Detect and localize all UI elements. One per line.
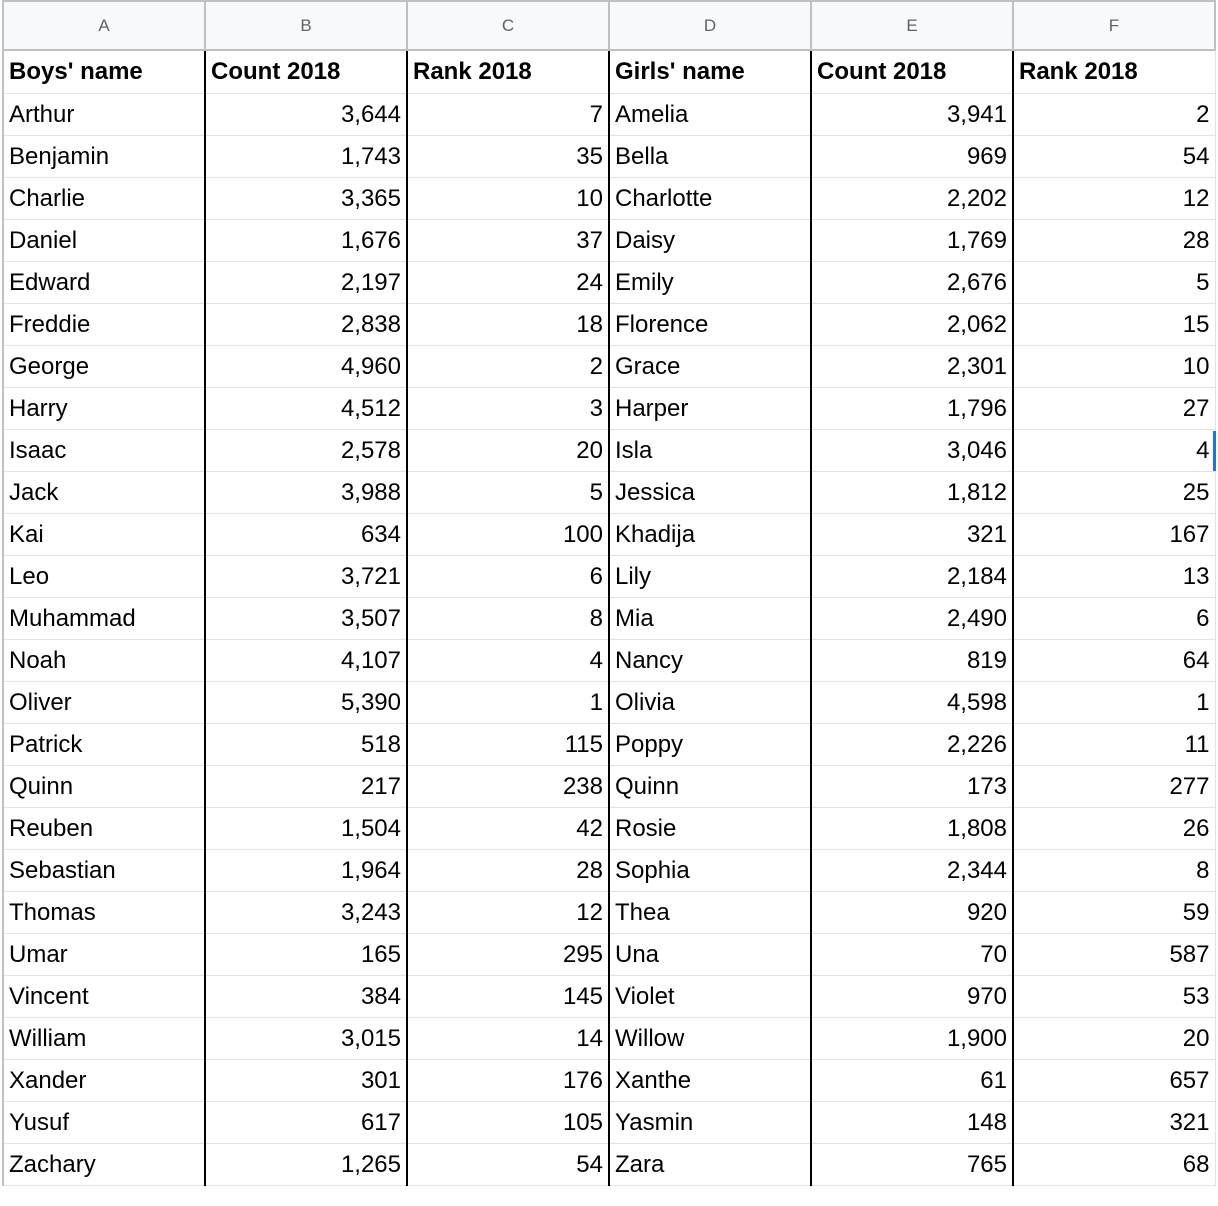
cell-a7[interactable]: Freddie (3, 304, 205, 346)
cell-b6[interactable]: 2,197 (205, 262, 407, 304)
cell-d2[interactable]: Amelia (609, 94, 811, 136)
table-row (3, 136, 1215, 178)
cell-a12[interactable]: Kai (3, 514, 205, 556)
cell-d27[interactable]: Zara (609, 1144, 811, 1186)
cell-e2[interactable]: 3,941 (811, 94, 1013, 136)
column-header-e[interactable]: E (811, 1, 1013, 50)
cell-e27[interactable]: 765 (811, 1144, 1013, 1186)
column-header-row (3, 1, 1215, 50)
cell-f20[interactable]: 8 (1013, 850, 1215, 892)
cell-c19[interactable]: 42 (407, 808, 609, 850)
cell-d21[interactable]: Thea (609, 892, 811, 934)
cell-e17[interactable]: 2,226 (811, 724, 1013, 766)
table-row (3, 808, 1215, 850)
cell-f27[interactable]: 68 (1013, 1144, 1215, 1186)
cell-b10[interactable]: 2,578 (205, 430, 407, 472)
cell-c4[interactable]: 10 (407, 178, 609, 220)
cell-b25[interactable]: 301 (205, 1060, 407, 1102)
cell-d8[interactable]: Grace (609, 346, 811, 388)
cell-c5[interactable]: 37 (407, 220, 609, 262)
cell-d6[interactable]: Emily (609, 262, 811, 304)
cell-d18[interactable]: Quinn (609, 766, 811, 808)
cell-f3[interactable]: 54 (1013, 136, 1215, 178)
cell-a2[interactable]: Arthur (3, 94, 205, 136)
cell-c25[interactable]: 176 (407, 1060, 609, 1102)
cell-e18[interactable]: 173 (811, 766, 1013, 808)
cell-e20[interactable]: 2,344 (811, 850, 1013, 892)
cell-b23[interactable]: 384 (205, 976, 407, 1018)
cell-a24[interactable]: William (3, 1018, 205, 1060)
cell-e12[interactable]: 321 (811, 514, 1013, 556)
table-row (3, 892, 1215, 934)
cell-d3[interactable]: Bella (609, 136, 811, 178)
cell-f5[interactable]: 28 (1013, 220, 1215, 262)
cell-e26[interactable]: 148 (811, 1102, 1013, 1144)
table-row (3, 472, 1215, 514)
table-row (3, 724, 1215, 766)
table-row (3, 556, 1215, 598)
cell-e7[interactable]: 2,062 (811, 304, 1013, 346)
table-row (3, 1018, 1215, 1060)
cell-f8[interactable]: 10 (1013, 346, 1215, 388)
cell-a27[interactable]: Zachary (3, 1144, 205, 1186)
cell-b21[interactable]: 3,243 (205, 892, 407, 934)
cell-f13[interactable]: 13 (1013, 556, 1215, 598)
cell-a13[interactable]: Leo (3, 556, 205, 598)
cell-c23[interactable]: 145 (407, 976, 609, 1018)
cell-a10[interactable]: Isaac (3, 430, 205, 472)
cell-f10[interactable]: 4 (1013, 430, 1215, 472)
cell-f17[interactable]: 11 (1013, 724, 1215, 766)
grid-body (3, 50, 1215, 1186)
cell-a8[interactable]: George (3, 346, 205, 388)
cell-b3[interactable]: 1,743 (205, 136, 407, 178)
cell-f6[interactable]: 5 (1013, 262, 1215, 304)
cell-c13[interactable]: 6 (407, 556, 609, 598)
cell-f11[interactable]: 25 (1013, 472, 1215, 514)
cell-f19[interactable]: 26 (1013, 808, 1215, 850)
cell-e24[interactable]: 1,900 (811, 1018, 1013, 1060)
cell-a17[interactable]: Patrick (3, 724, 205, 766)
cell-d20[interactable]: Sophia (609, 850, 811, 892)
cell-c11[interactable]: 5 (407, 472, 609, 514)
table-row (3, 976, 1215, 1018)
cell-b8[interactable]: 4,960 (205, 346, 407, 388)
header-cell-f[interactable]: Rank 2018 (1013, 50, 1215, 94)
cell-c9[interactable]: 3 (407, 388, 609, 430)
header-cell-d[interactable]: Girls' name (609, 50, 811, 94)
cell-c21[interactable]: 12 (407, 892, 609, 934)
cell-d24[interactable]: Willow (609, 1018, 811, 1060)
cell-d25[interactable]: Xanthe (609, 1060, 811, 1102)
cell-b4[interactable]: 3,365 (205, 178, 407, 220)
cell-e11[interactable]: 1,812 (811, 472, 1013, 514)
cell-f4[interactable]: 12 (1013, 178, 1215, 220)
baby-names-table (2, 0, 1216, 1186)
cell-c20[interactable]: 28 (407, 850, 609, 892)
table-row (3, 850, 1215, 892)
cell-b20[interactable]: 1,964 (205, 850, 407, 892)
cell-c16[interactable]: 1 (407, 682, 609, 724)
cell-e15[interactable]: 819 (811, 640, 1013, 682)
cell-b26[interactable]: 617 (205, 1102, 407, 1144)
cell-d10[interactable]: Isla (609, 430, 811, 472)
cell-d12[interactable]: Khadija (609, 514, 811, 556)
cell-f12[interactable]: 167 (1013, 514, 1215, 556)
column-header-a[interactable]: A (3, 1, 205, 50)
cell-e14[interactable]: 2,490 (811, 598, 1013, 640)
table-row (3, 388, 1215, 430)
cell-f24[interactable]: 20 (1013, 1018, 1215, 1060)
cell-f21[interactable]: 59 (1013, 892, 1215, 934)
cell-d4[interactable]: Charlotte (609, 178, 811, 220)
cell-e3[interactable]: 969 (811, 136, 1013, 178)
cell-f18[interactable]: 277 (1013, 766, 1215, 808)
cell-e22[interactable]: 70 (811, 934, 1013, 976)
cell-a15[interactable]: Noah (3, 640, 205, 682)
header-cell-e[interactable]: Count 2018 (811, 50, 1013, 94)
cell-d16[interactable]: Olivia (609, 682, 811, 724)
cell-e5[interactable]: 1,769 (811, 220, 1013, 262)
cell-c27[interactable]: 54 (407, 1144, 609, 1186)
cell-b12[interactable]: 634 (205, 514, 407, 556)
cell-f9[interactable]: 27 (1013, 388, 1215, 430)
table-row (3, 304, 1215, 346)
table-header-row (3, 50, 1215, 94)
cell-a14[interactable]: Muhammad (3, 598, 205, 640)
header-cell-c[interactable]: Rank 2018 (407, 50, 609, 94)
cell-f26[interactable]: 321 (1013, 1102, 1215, 1144)
cell-c12[interactable]: 100 (407, 514, 609, 556)
table-row (3, 640, 1215, 682)
cell-b7[interactable]: 2,838 (205, 304, 407, 346)
cell-b19[interactable]: 1,504 (205, 808, 407, 850)
cell-b22[interactable]: 165 (205, 934, 407, 976)
table-row (3, 766, 1215, 808)
cell-d26[interactable]: Yasmin (609, 1102, 811, 1144)
column-header-d[interactable]: D (609, 1, 811, 50)
cell-d17[interactable]: Poppy (609, 724, 811, 766)
cell-e16[interactable]: 4,598 (811, 682, 1013, 724)
cell-a5[interactable]: Daniel (3, 220, 205, 262)
column-header-b[interactable]: B (205, 1, 407, 50)
cell-c17[interactable]: 115 (407, 724, 609, 766)
table-row (3, 262, 1215, 304)
cell-f16[interactable]: 1 (1013, 682, 1215, 724)
cell-f14[interactable]: 6 (1013, 598, 1215, 640)
cell-b17[interactable]: 518 (205, 724, 407, 766)
cell-f22[interactable]: 587 (1013, 934, 1215, 976)
cell-b14[interactable]: 3,507 (205, 598, 407, 640)
cell-e21[interactable]: 920 (811, 892, 1013, 934)
cell-b24[interactable]: 3,015 (205, 1018, 407, 1060)
cell-d13[interactable]: Lily (609, 556, 811, 598)
table-row (3, 1060, 1215, 1102)
cell-e23[interactable]: 970 (811, 976, 1013, 1018)
table-row (3, 514, 1215, 556)
table-row (3, 598, 1215, 640)
cell-b2[interactable]: 3,644 (205, 94, 407, 136)
cell-c10[interactable]: 20 (407, 430, 609, 472)
cell-e6[interactable]: 2,676 (811, 262, 1013, 304)
table-row (3, 430, 1215, 472)
cell-b13[interactable]: 3,721 (205, 556, 407, 598)
cell-c22[interactable]: 295 (407, 934, 609, 976)
cell-a26[interactable]: Yusuf (3, 1102, 205, 1144)
cell-d11[interactable]: Jessica (609, 472, 811, 514)
column-header-f[interactable]: F (1013, 1, 1215, 50)
column-header-c[interactable]: C (407, 1, 609, 50)
cell-e25[interactable]: 61 (811, 1060, 1013, 1102)
table-row (3, 934, 1215, 976)
table-row (3, 346, 1215, 388)
cell-e8[interactable]: 2,301 (811, 346, 1013, 388)
cell-e9[interactable]: 1,796 (811, 388, 1013, 430)
cell-e13[interactable]: 2,184 (811, 556, 1013, 598)
cell-f7[interactable]: 15 (1013, 304, 1215, 346)
table-row (3, 220, 1215, 262)
cell-a25[interactable]: Xander (3, 1060, 205, 1102)
cell-b27[interactable]: 1,265 (205, 1144, 407, 1186)
cell-a21[interactable]: Thomas (3, 892, 205, 934)
cell-d7[interactable]: Florence (609, 304, 811, 346)
cell-a11[interactable]: Jack (3, 472, 205, 514)
cell-a3[interactable]: Benjamin (3, 136, 205, 178)
header-cell-a[interactable]: Boys' name (3, 50, 205, 94)
cell-f23[interactable]: 53 (1013, 976, 1215, 1018)
table-row (3, 178, 1215, 220)
cell-a9[interactable]: Harry (3, 388, 205, 430)
cell-a18[interactable]: Quinn (3, 766, 205, 808)
cell-e10[interactable]: 3,046 (811, 430, 1013, 472)
cell-d15[interactable]: Nancy (609, 640, 811, 682)
cell-f2[interactable]: 2 (1013, 94, 1215, 136)
cell-d19[interactable]: Rosie (609, 808, 811, 850)
cell-c14[interactable]: 8 (407, 598, 609, 640)
cell-c8[interactable]: 2 (407, 346, 609, 388)
cell-b11[interactable]: 3,988 (205, 472, 407, 514)
table-row (3, 682, 1215, 724)
cell-d5[interactable]: Daisy (609, 220, 811, 262)
cell-a19[interactable]: Reuben (3, 808, 205, 850)
cell-c2[interactable]: 7 (407, 94, 609, 136)
cell-c15[interactable]: 4 (407, 640, 609, 682)
cell-d14[interactable]: Mia (609, 598, 811, 640)
cell-a6[interactable]: Edward (3, 262, 205, 304)
table-row (3, 1102, 1215, 1144)
cell-a22[interactable]: Umar (3, 934, 205, 976)
cell-f25[interactable]: 657 (1013, 1060, 1215, 1102)
cell-c26[interactable]: 105 (407, 1102, 609, 1144)
spreadsheet-grid (2, 0, 1218, 1206)
cell-d22[interactable]: Una (609, 934, 811, 976)
cell-b16[interactable]: 5,390 (205, 682, 407, 724)
cell-c18[interactable]: 238 (407, 766, 609, 808)
cell-b15[interactable]: 4,107 (205, 640, 407, 682)
cell-a4[interactable]: Charlie (3, 178, 205, 220)
table-row (3, 1144, 1215, 1186)
table-row (3, 94, 1215, 136)
cell-c3[interactable]: 35 (407, 136, 609, 178)
cell-b5[interactable]: 1,676 (205, 220, 407, 262)
cell-f15[interactable]: 64 (1013, 640, 1215, 682)
cell-e19[interactable]: 1,808 (811, 808, 1013, 850)
cell-a23[interactable]: Vincent (3, 976, 205, 1018)
cell-c24[interactable]: 14 (407, 1018, 609, 1060)
selection-edge-indicator (1213, 431, 1216, 471)
cell-e4[interactable]: 2,202 (811, 178, 1013, 220)
cell-a20[interactable]: Sebastian (3, 850, 205, 892)
cell-d23[interactable]: Violet (609, 976, 811, 1018)
cell-c6[interactable]: 24 (407, 262, 609, 304)
cell-d9[interactable]: Harper (609, 388, 811, 430)
cell-c7[interactable]: 18 (407, 304, 609, 346)
cell-b9[interactable]: 4,512 (205, 388, 407, 430)
cell-b18[interactable]: 217 (205, 766, 407, 808)
header-cell-b[interactable]: Count 2018 (205, 50, 407, 94)
cell-a16[interactable]: Oliver (3, 682, 205, 724)
